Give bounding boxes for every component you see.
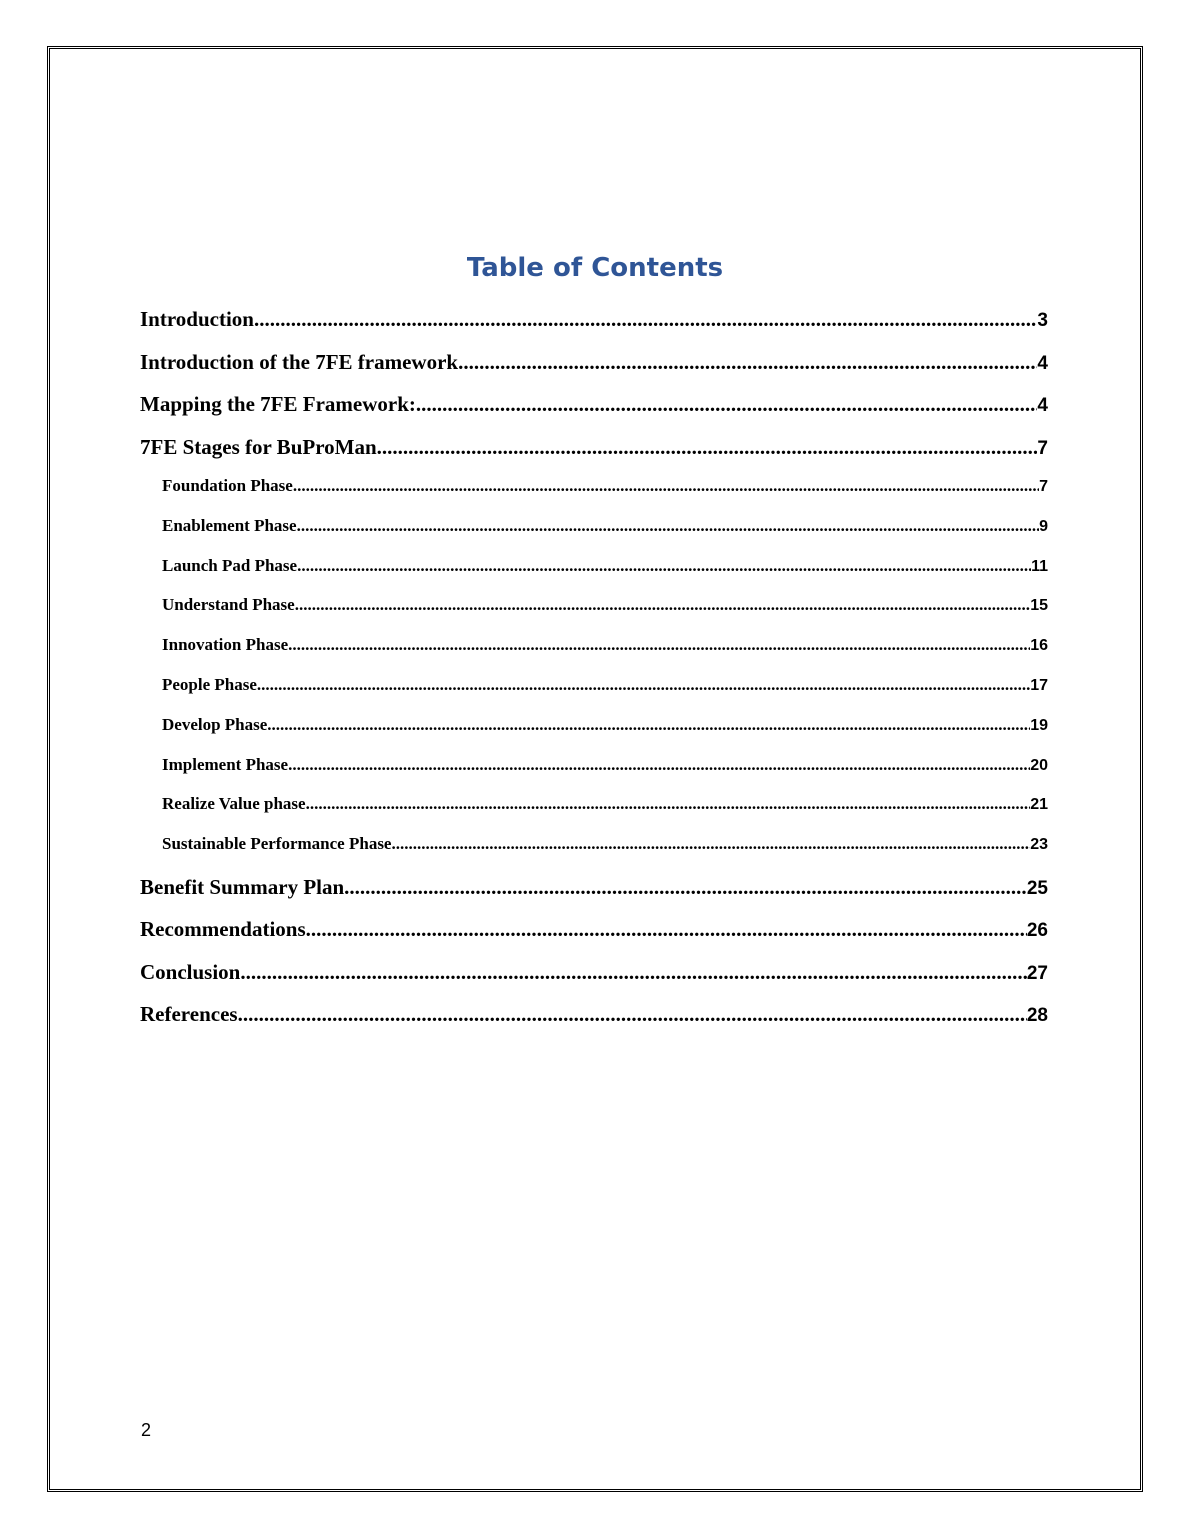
- toc-entry-label: References: [140, 1002, 238, 1027]
- toc-dot-leader: [377, 432, 1038, 462]
- toc-entry-foundation-phase[interactable]: [140, 474, 1048, 514]
- toc-dot-leader: [297, 554, 1031, 578]
- toc-entry-label: Launch Pad Phase: [162, 555, 298, 575]
- toc-entry-benefit-summary-plan[interactable]: [140, 872, 1048, 915]
- toc-entry-page: 20: [1030, 756, 1048, 774]
- toc-entry-mapping-7fe[interactable]: [140, 389, 1048, 432]
- toc-dot-leader: [238, 999, 1027, 1029]
- toc-entry-page: 17: [1030, 676, 1048, 694]
- toc-entry-people-phase[interactable]: [140, 673, 1048, 713]
- toc-entry-page: 19: [1030, 716, 1048, 734]
- toc-dot-leader: [288, 633, 1030, 657]
- toc-entry-recommendations[interactable]: [140, 914, 1048, 957]
- toc-entry-label: Realize Value phase: [162, 794, 306, 814]
- toc-entry-sustainable-performance-phase[interactable]: [140, 832, 1048, 872]
- toc-entry-label: Recommendations: [140, 917, 306, 942]
- toc-entry-references[interactable]: [140, 999, 1048, 1042]
- toc-dot-leader: [293, 474, 1039, 498]
- toc-heading: Table of Contents: [466, 253, 724, 283]
- page-number: 2: [141, 1420, 152, 1440]
- toc-entry-label: Conclusion: [140, 959, 241, 984]
- toc-dot-leader: [458, 347, 1037, 377]
- toc-dot-leader: [240, 957, 1026, 987]
- toc-dot-leader: [391, 832, 1030, 856]
- toc-entry-conclusion[interactable]: [140, 957, 1048, 1000]
- toc-dot-leader: [267, 713, 1030, 737]
- toc-entry-enablement-phase[interactable]: [140, 514, 1048, 554]
- toc-dot-leader: [254, 304, 1037, 334]
- toc-entry-label: Foundation Phase: [162, 476, 293, 495]
- toc-dot-leader: [295, 593, 1030, 617]
- toc-entry-label: Introduction of the 7FE framework: [140, 349, 459, 374]
- toc-entry-page: 4: [1037, 352, 1048, 374]
- toc-entry-label: Develop Phase: [162, 714, 268, 734]
- toc-entry-page: 9: [1039, 517, 1048, 535]
- toc-entry-page: 21: [1030, 796, 1048, 814]
- toc-list: [140, 304, 1048, 1042]
- toc-entry-label: Implement Phase: [162, 754, 289, 774]
- toc-entry-page: 25: [1026, 877, 1048, 899]
- toc-entry-innovation-phase[interactable]: [140, 633, 1048, 673]
- toc-entry-launch-pad-phase[interactable]: [140, 554, 1048, 594]
- toc-entry-7fe-stages[interactable]: [140, 432, 1048, 475]
- toc-entry-introduction[interactable]: [140, 304, 1048, 347]
- toc-entry-introduction-7fe[interactable]: [140, 347, 1048, 390]
- toc-entry-label: Enablement Phase: [162, 515, 297, 535]
- toc-dot-leader: [288, 753, 1030, 777]
- toc-entry-page: 11: [1031, 557, 1048, 575]
- toc-entry-label: Introduction: [140, 307, 254, 331]
- toc-entry-realize-value-phase[interactable]: [140, 792, 1048, 832]
- toc-entry-label: Benefit Summary Plan: [140, 874, 345, 899]
- toc-entry-label: Sustainable Performance Phase: [162, 834, 392, 854]
- toc-entry-page: 23: [1030, 836, 1048, 854]
- toc-dot-leader: [306, 914, 1027, 944]
- toc-entry-page: 27: [1026, 962, 1048, 984]
- toc-entry-page: 7: [1037, 437, 1048, 459]
- toc-entry-label: Mapping the 7FE Framework:: [140, 392, 416, 416]
- toc-entry-implement-phase[interactable]: [140, 753, 1048, 793]
- toc-dot-leader: [416, 389, 1038, 419]
- toc-entry-label: Understand Phase: [162, 595, 295, 615]
- toc-dot-leader: [306, 792, 1031, 816]
- toc-entry-page: 3: [1037, 310, 1048, 331]
- toc-entry-develop-phase[interactable]: [140, 713, 1048, 753]
- toc-entry-label: Innovation Phase: [162, 635, 289, 655]
- toc-entry-label: People Phase: [162, 674, 257, 694]
- toc-dot-leader: [344, 872, 1027, 902]
- toc-entry-label: 7FE Stages for BuProMan: [140, 434, 377, 459]
- toc-entry-page: 16: [1030, 637, 1048, 655]
- toc-dot-leader: [257, 673, 1030, 697]
- toc-entry-page: 28: [1026, 1005, 1048, 1027]
- toc-entry-page: 15: [1030, 597, 1048, 615]
- toc-entry-page: 7: [1039, 478, 1048, 495]
- toc-entry-understand-phase[interactable]: [140, 593, 1048, 633]
- toc-dot-leader: [297, 514, 1040, 538]
- toc-entry-page: 4: [1037, 395, 1048, 416]
- toc-entry-page: 26: [1026, 920, 1048, 942]
